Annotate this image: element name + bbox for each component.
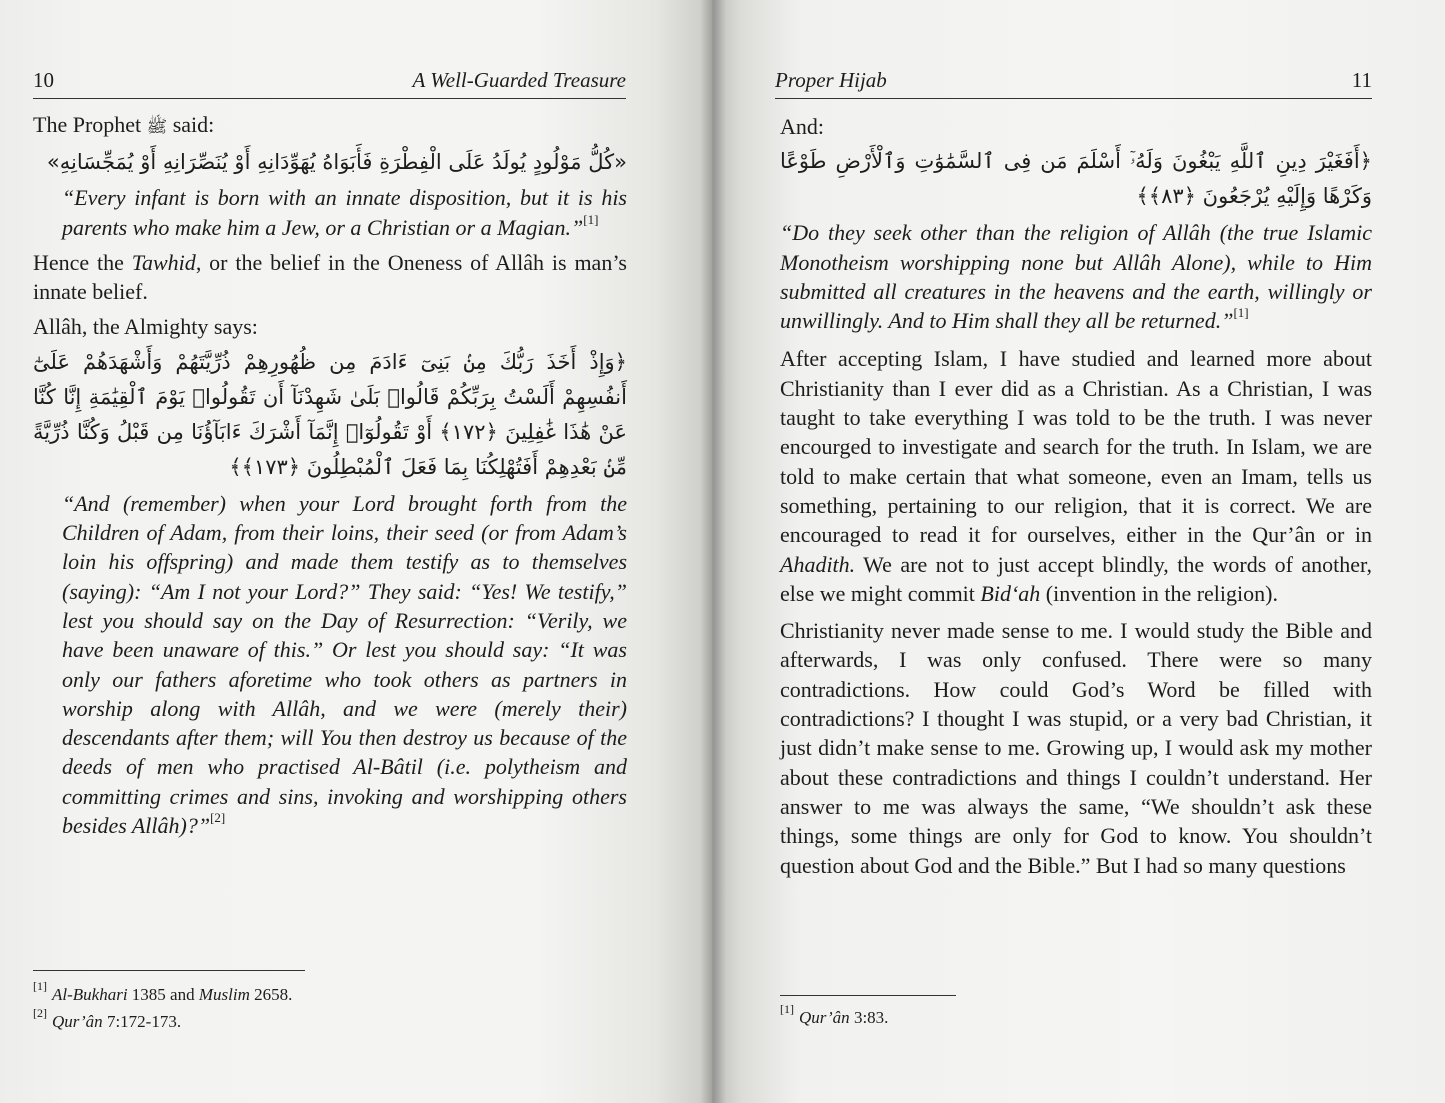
paragraph-text: We are not to just accept blindly, the words of another, else we might commit	[780, 551, 1372, 606]
footnote-divider	[33, 970, 305, 971]
paragraph-contradictions: Christianity never made sense to me. I would study the Bible and afterwards, I was only confused. There were so many contradictions. How could God’s Word be filled with contradictions? I thought I was stupid, or a very bad Christian, it just didn’t make sense to me. Growing up, I would ask my mother about these contradictions and things I couldn’t understand. Her answer to me was always the same, “We shouldn’t ask these things, some things are only for God to know. You shouldn’t question about God and the Bible.” But I had so many questions	[780, 618, 1372, 878]
tawhid-text-2: , or the belief in the Oneness of Allâh is man’s innate belief.	[33, 249, 627, 305]
footnote-ref: [2]	[210, 810, 226, 825]
footnote-text: 7:172-173.	[102, 1012, 182, 1031]
salutation-symbol: ﷺ	[146, 117, 168, 137]
left-page-body	[33, 110, 627, 840]
verse-translation	[780, 218, 1372, 335]
and-line: And:	[780, 114, 824, 139]
tawhid-paragraph	[33, 248, 627, 307]
footnote-source: Muslim	[198, 985, 250, 1004]
hadith-translation	[62, 183, 627, 242]
footnote-divider	[780, 995, 956, 996]
left-page	[0, 0, 712, 1103]
footnote-source: Qur’ân	[52, 1012, 103, 1031]
footnote-text: 3:83.	[849, 1008, 889, 1027]
footnote-ref: [1]	[1233, 305, 1249, 321]
paragraph-studied-christianity	[780, 344, 1372, 608]
page-number: 11	[1351, 68, 1372, 92]
paragraph-text: After accepting Islam, I have studied and learned more about Christianity than I ever did as a Christian. As a Christian, I was taught to take everything I was told to be the truth. I was never encourged to investigate and search for the truth. In Islam, we are told to make certain that what someone, even an Imam, tells us something, pertaining to our religion, that it is correct. We are encouraged to read it for ourselves, either in the Qur’ân or in	[780, 346, 1372, 548]
book-gutter	[700, 0, 726, 1103]
verse-arabic: ﴿وَإِذْ أَخَذَ رَبُّكَ مِنۢ بَنِىٓ ءَادَمَ مِن ظُهُورِهِمْ ذُرِّيَّتَهُمْ وَأَشْهَدَهُمْ عَلَىٰٓ أَنفُسِهِمْ أَلَسْتُ بِرَبِّكُمْ قَالُوا۟ بَلَىٰ شَهِدْنَآ أَن تَقُولُوا۟ يَوْمَ ٱلْقِيَٰمَةِ إِنَّا كُنَّا عَنْ هَٰذَا غَٰفِلِينَ ﴿١٧٢﴾ أَوْ تَقُولُوٓا۟ إِنَّمَآ أَشْرَكَ ءَابَآؤُنَا مِن قَبْلُ وَكُنَّا ذُرِّيَّةً مِّنۢ بَعْدِهِمْ أَفَتُهْلِكُنَا بِمَا فَعَلَ ٱلْمُبْطِلُونَ ﴿١٧٣﴾﴾	[33, 349, 627, 479]
right-page	[712, 0, 1445, 1103]
paragraph-text: (invention in the religion).	[1040, 580, 1278, 606]
footnote-item	[33, 978, 293, 1008]
running-head: Proper Hijab	[775, 68, 887, 92]
footnote-source: Qur’ân	[799, 1008, 850, 1027]
term-ahadith: Ahadith.	[780, 551, 856, 577]
term-bidah: Bid‘ah	[980, 580, 1041, 606]
footnote-text: 2658.	[249, 985, 293, 1004]
right-page-body	[780, 112, 1372, 880]
footnote-source: Al-Bukhari	[52, 985, 128, 1004]
hadith-translation-text: “Every infant is born with an innate disposition, but it is his parents who make him a Jew, or a Christian or a Magian.”	[62, 185, 627, 240]
page-number: 10	[33, 68, 54, 92]
tawhid-text-1: Hence the	[33, 249, 132, 275]
right-page-header	[775, 68, 1372, 99]
running-head: A Well-Guarded Treasure	[412, 68, 626, 92]
left-footnotes	[33, 978, 293, 1035]
left-page-header	[33, 68, 626, 99]
footnote-mark: [1]	[33, 978, 47, 993]
prophet-said-line	[33, 110, 627, 142]
footnote-mark: [2]	[33, 1005, 47, 1020]
verse-translation-text: “Do they seek other than the religion of Allâh (the true Islamic Monotheism worshipping none but Allâh Alone), while to Him submitted all creatures in the heavens and the earth, willingly or unwillingly. And to Him shall they all be returned.”	[780, 220, 1372, 334]
intro-text: The Prophet	[33, 112, 142, 137]
verse-arabic: ﴿أَفَغَيْرَ دِينِ ٱللَّهِ يَبْغُونَ وَلَهُۥٓ أَسْلَمَ مَن فِى ٱلسَّمَٰوَٰتِ وَٱلْأَرْضِ طَوْعًا وَكَرْهًا وَإِلَيْهِ يُرْجَعُونَ ﴿٨٣﴾﴾	[780, 149, 1372, 209]
footnote-ref: [1]	[583, 211, 599, 227]
footnote-item	[33, 1005, 292, 1035]
right-footnotes	[780, 1001, 889, 1031]
hadith-arabic: «كُلُّ مَوْلُودٍ يُولَدُ عَلَى الْفِطْرَةِ فَأَبَوَاهُ يُهَوِّدَانِهِ أَوْ يُنَصِّرَانِهِ أَوْ يُمَجِّسَانِهِ»	[46, 150, 627, 175]
intro-text-end: said:	[172, 112, 215, 137]
footnote-item	[780, 1001, 889, 1031]
verse-translation	[62, 489, 627, 841]
footnote-text: 1385 and	[127, 985, 199, 1004]
footnote-mark: [1]	[780, 1001, 794, 1016]
tawhid-term: Tawhid	[131, 249, 196, 275]
verse-translation-text: “And (remember) when your Lord brought forth from the Children of Adam, from their loins, their seed (or from Adam’s loin his offspring) and made them testify as to themselves (saying): “Am I not your Lord?” They said: “Yes! We testify,” lest you should say on the Day of Resurrection: “Verily, we have been unaware of this.” Or lest you should say: “It was only our fathers aforetime who took others as partners in worship along with Allâh, and we were (merely their) descendants after them; will You then destroy us because of the deeds of men who practised Al-Bâtil (i.e. polytheism and committing crimes and sins, invoking and worshipping others besides Allâh)?”	[62, 490, 627, 839]
allah-says-line: Allâh, the Almighty says:	[33, 314, 258, 340]
